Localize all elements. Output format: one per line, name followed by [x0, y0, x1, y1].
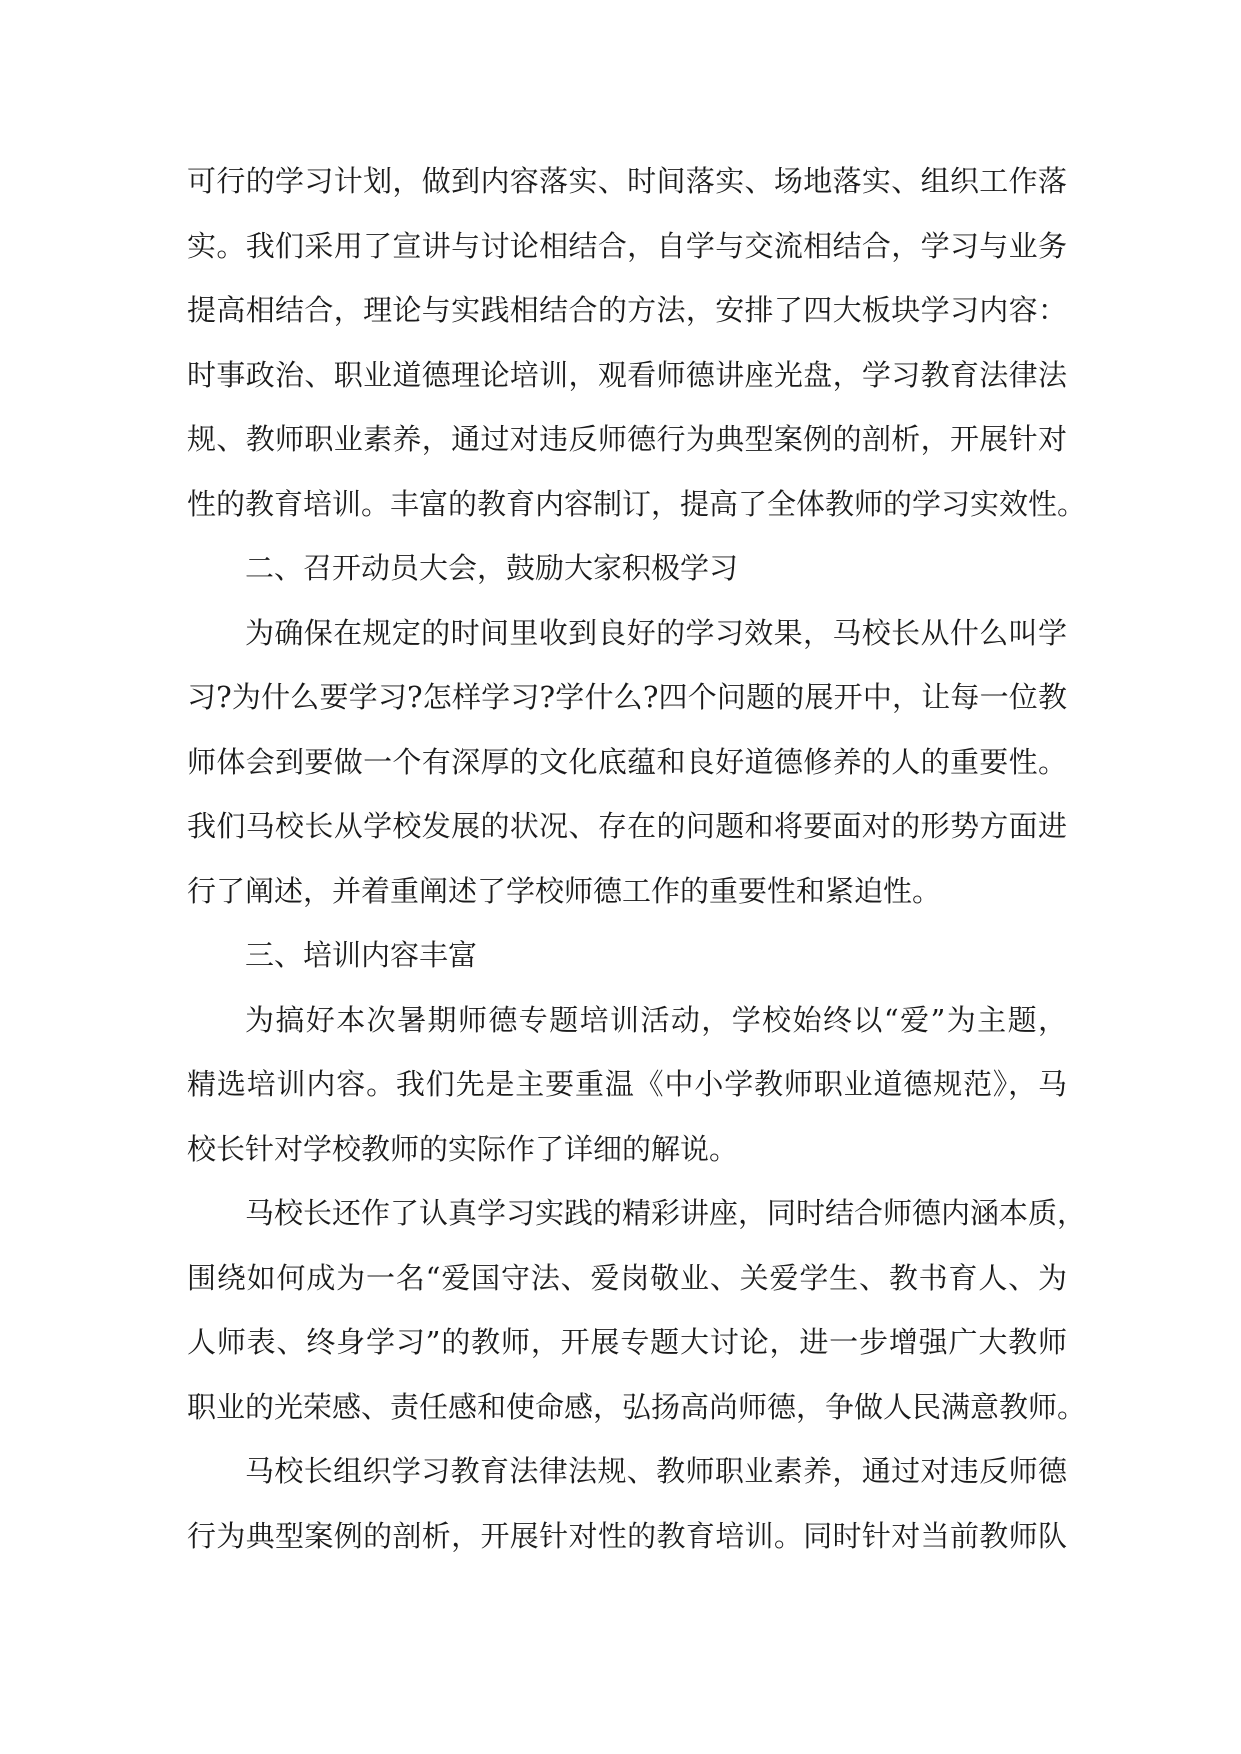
text-line: 人师表、终身学习”的教师，开展专题大讨论，进一步增强广大教师: [187, 1325, 1067, 1359]
text-line: 校长针对学校教师的实际作了详细的解说。: [187, 1131, 739, 1166]
text-line: 职业的光荣感、责任感和使命感，弘扬高尚师德，争做人民满意教师。: [187, 1389, 1087, 1424]
text-line: 实。我们采用了宣讲与讨论相结合，自学与交流相结合，学习与业务: [187, 228, 1067, 263]
text-line: 行为典型案例的剖析，开展针对性的教育培训。同时针对当前教师队: [187, 1518, 1067, 1553]
section-heading: 三、培训内容丰富: [245, 938, 478, 972]
text-line: 马校长还作了认真学习实践的精彩讲座，同时结合师德内涵本质，: [245, 1196, 1087, 1230]
text-line: 性的教育培训。丰富的教育内容制订，提高了全体教师的学习实效性。: [187, 486, 1087, 521]
text-line: 时事政治、职业道德理论培训，观看师德讲座光盘，学习教育法律法: [187, 357, 1067, 392]
text-line: 精选培训内容。我们先是主要重温《中小学教师职业道德规范》，马: [187, 1067, 1067, 1101]
text-line: 围绕如何成为一名“爱国守法、爱岗敬业、关爱学生、教书育人、为: [187, 1260, 1067, 1295]
text-line: 习?为什么要学习?怎样学习?学什么?四个问题的展开中，让每一位教: [187, 680, 1067, 714]
text-line: 师体会到要做一个有深厚的文化底蕴和良好道德修养的人的重要性。: [187, 744, 1067, 779]
text-line: 提高相结合，理论与实践相结合的方法，安排了四大板块学习内容：: [187, 293, 1067, 327]
text-line: 可行的学习计划，做到内容落实、时间落实、场地落实、组织工作落: [187, 164, 1067, 198]
text-line: 我们马校长从学校发展的状况、存在的问题和将要面对的形势方面进: [187, 809, 1067, 843]
text-line: 为确保在规定的时间里收到良好的学习效果，马校长从什么叫学: [245, 615, 1067, 650]
section-heading: 二、召开动员大会，鼓励大家积极学习: [245, 551, 739, 585]
text-line: 马校长组织学习教育法律法规、教师职业素养，通过对违反师德: [245, 1454, 1067, 1488]
document-body: [187, 149, 1087, 1568]
text-line: 为搞好本次暑期师德专题培训活动，学校始终以“爱”为主题，: [245, 1002, 1067, 1037]
text-line: 规、教师职业素养，通过对违反师德行为典型案例的剖析，开展针对: [187, 422, 1067, 456]
text-line: 行了阐述，并着重阐述了学校师德工作的重要性和紧迫性。: [187, 873, 942, 908]
